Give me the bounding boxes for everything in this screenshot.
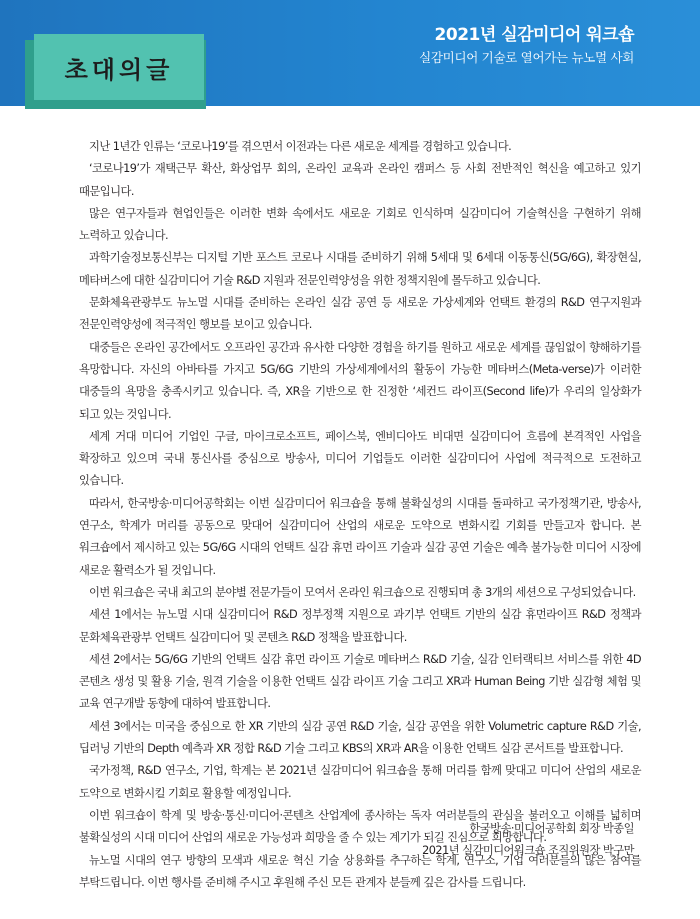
paragraph: 대중들은 온라인 공간에서도 오프라인 공간과 유사한 다양한 경험을 하기를 원하고 새로운 세계를 끊임없이 향해하기를 욕망합니다. 자신의 아바타를 가지고 5G/6G 기반의 가상세계에서의 활동이 가능한 메타버스(Meta-verse)가 이러한 대중들의 욕망을 충족시키고 있습니다. 즉, XR을 기반으로 한 진정한 ‘세컨드 라이프(Second life)가 우리의 일상화가 되고 있는 것입니다. (79, 340, 641, 421)
event-subtitle: 실감미디어 기술로 열어가는 뉴노멀 사회 (419, 50, 634, 65)
paragraph: 지난 1년간 인류는 ‘코로나19’를 겪으면서 이전과는 다른 새로운 세계를 경험하고 있습니다. (89, 140, 512, 153)
paragraph: 뉴노멀 시대의 연구 방향의 모색과 새로운 혁신 기술 상용화를 추구하는 학계, 연구소, 기업 여러분들의 많은 참여를 부탁드립니다. 이번 행사를 준비해 주시고 후원해 주신 모든 관계자 분들께 깊은 감사를 드립니다. (79, 853, 641, 889)
paragraph: 따라서, 한국방송·미디어공학회는 이번 실감미디어 워크숍을 통해 불확실성의 시대를 돌파하고 국가정책기관, 방송사, 연구소, 학계가 머리를 공동으로 맞대어 실감미디어 산업의 새로운 도약으로 변화시킬 기회를 만들고자 합니다. 본 워크숍에서 제시하고 있는 5G/6G 시대의 언택트 실감 휴먼 라이프 기술과 실감 공연 기술은 예측 불가능한 미디어 시장에 새로운 활력소가 될 것입니다. (79, 496, 641, 577)
page-title: 초대의글 (64, 55, 174, 84)
paragraph: 문화체육관광부도 뉴노멀 시대를 준비하는 온라인 실감 공연 등 새로운 가상세계와 언택트 환경의 R&D 연구지원과 전문인력양성에 적극적인 행보를 보이고 있습니다. (79, 296, 641, 332)
paragraph: 세계 거대 미디어 기업인 구글, 마이크로소프트, 페이스북, 엔비디아도 비대면 실감미디어 흐름에 본격적인 사업을 확장하고 있으며 국내 통신사를 중심으로 방송사, 미디어 기업들도 이러한 실감미디어 사업에 적극적으로 도전하고 있습니다. (79, 429, 641, 488)
event-title: 2021년 실감미디어 워크숍 (434, 25, 634, 45)
paragraph: 세션 3에서는 미국을 중심으로 한 XR 기반의 실감 공연 R&D 기술, 실감 공연을 위한 Volumetric capture R&D 기술, 딥러닝 기반의 Depth 예측과 XR 정합 R&D 기술 그리고 KBS의 XR과 AR을 이용한 언택트 실감 콘서트를 발표합니다. (79, 719, 641, 756)
signature-block (422, 818, 634, 863)
paragraph: 세션 2에서는 5G/6G 기반의 언택트 실감 휴먼 라이프 기술로 메타버스 R&D 기술, 실감 인터랙티브 서비스를 위한 4D 콘텐츠 생성 및 활용 기술, 원격 기술을 이용한 언택트 실감 라이프 기술 그리고 XR과 Human Being 기반 실감형 체험 및 교육 연구개발 동향에 대하여 발표합니다. (79, 652, 641, 711)
paragraph: ‘코로나19’가 재택근무 확산, 화상업무 회의, 온라인 교육과 온라인 캠퍼스 등 사회 전반적인 혁신을 예고하고 있기 때문입니다. (79, 162, 641, 198)
paragraph: 세션 1에서는 뉴노멀 시대 실감미디어 R&D 정부정책 지원으로 과기부 언택트 기반의 실감 휴먼라이프 R&D 정책과 문화체육관광부 언택트 실감미디어 및 콘텐츠 R&D 정책을 발표합니다. (79, 608, 641, 644)
signature-president: 한국방송·미디어공학회 회장 박종일 (469, 822, 634, 835)
paragraph: 많은 연구자들과 현업인들은 이러한 변화 속에서도 새로운 기회로 인식하며 실감미디어 기술혁신을 구현하기 위해 노력하고 있습니다. (79, 206, 641, 243)
paragraph: 국가정책, R&D 연구소, 기업, 학계는 본 2021년 실감미디어 워크숍을 통해 머리를 함께 맞대고 미디어 산업의 새로운 도약으로 변화시킬 기회로 활용할 예정입니다. (79, 764, 641, 800)
paragraph: 이번 워크숍이 학계 및 방송·통신·미디어·콘텐츠 산업계에 종사하는 독자 여러분들의 관심을 불러오고 이해를 넓히며 불확실성의 시대 미디어 산업의 새로운 가능성과 희망을 줄 수 있는 계기가 되길 진심으로 희망합니다. (79, 808, 641, 845)
invitation-body (79, 136, 641, 894)
paragraph: 이번 워크숍은 국내 최고의 분야별 전문가들이 모여서 온라인 워크숍으로 진행되며 총 3개의 세션으로 구성되었습니다. (89, 585, 636, 599)
signature-chair: 2021년 실감미디어워크숍 조직위원장 박구만 (422, 844, 634, 858)
paragraph: 과학기술정보통신부는 디지털 기반 포스트 코로나 시대를 준비하기 위해 5세대 및 6세대 이동통신(5G/6G), 확장현실, 메타버스에 대한 실감미디어 기술 R&D 지원과 전문인력양성을 위한 정책지원에 몰두하고 있습니다. (79, 251, 641, 287)
title-tab (34, 34, 204, 100)
